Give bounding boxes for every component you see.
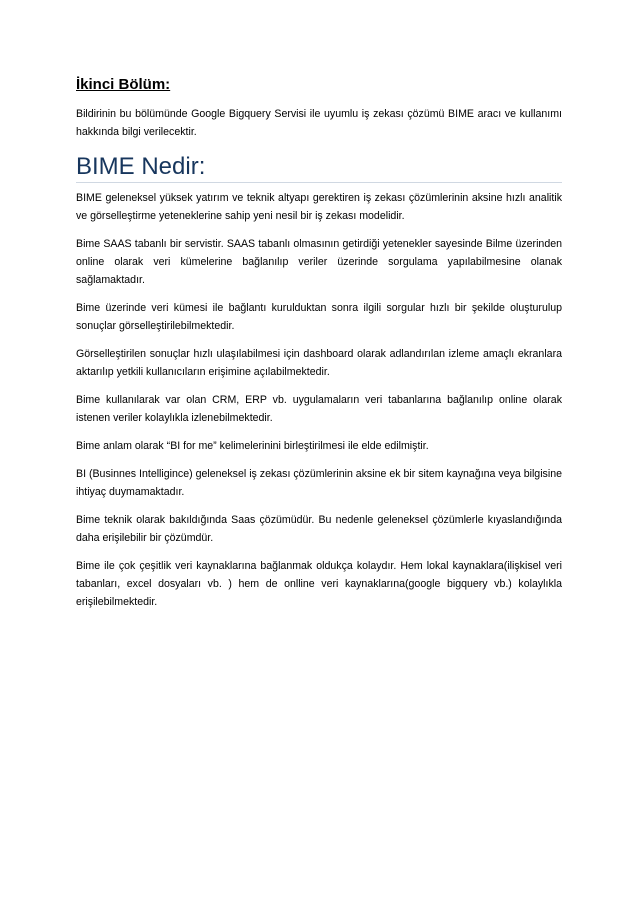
paragraph: Bime üzerinde veri kümesi ile bağlantı kurulduktan sonra ilgili sorgular hızlı bir şekilde oluşturulup sonuçlar görselleştirilebilmektedir. bbox=[76, 302, 562, 332]
paragraph: Bime anlam olarak “BI for me” kelimelerinini birleştirilmesi ile elde edilmiştir. bbox=[76, 440, 429, 452]
paragraph: BI (Businnes Intelligince) geleneksel iş zekası çözümlerinin aksine ek bir sitem kaynağına veya bilgisine ihtiyaç duymamaktadır. bbox=[76, 468, 562, 498]
paragraph: BIME geleneksel yüksek yatırım ve teknik altyapı gerektiren iş zekası çözümlerinin aksine hızlı analitik ve görselleştirme yeteneklerine sahip yeni nesil bir iş zekası modelidir. bbox=[76, 192, 562, 222]
document-body bbox=[76, 76, 562, 621]
paragraph: Bime ile çok çeşitlik veri kaynaklarına bağlanmak oldukça kolaydır. Hem lokal kaynaklara(ilişkisel veri tabanları, excel dosyaları vb. ) hem de onlline veri kaynaklarına(google bigquery vb.) kolaylıkla erişilebilmektedir. bbox=[76, 560, 562, 608]
paragraph: Bime kullanılarak var olan CRM, ERP vb. uygulamaların veri tabanlarına bağlanılıp online olarak istenen veriler kolaylıkla izlenebilmektedir. bbox=[76, 394, 562, 424]
section-title: İkinci Bölüm: bbox=[76, 76, 171, 93]
paragraph: Görselleştirilen sonuçlar hızlı ulaşılabilmesi için dashboard olarak adlandırılan izleme amaçlı ekranlara aktarılıp yetkili kullanıcıların erişimine açılabilmektedir. bbox=[76, 348, 562, 378]
paragraph: Bime SAAS tabanlı bir servistir. SAAS tabanlı olmasının getirdiği yetenekler sayesinde Bilme üzerinden online olarak veri kümelerine bağlanılıp veriler üzerinde sorgulama yapılabilmesine olanak sağlamaktadır. bbox=[76, 238, 562, 286]
intro-paragraph: Bildirinin bu bölümünde Google Bigquery Servisi ile uyumlu iş zekası çözümü BIME aracı ve kullanımı hakkında bilgi verilecektir. bbox=[76, 108, 562, 138]
heading-bime-nedir: BIME Nedir: bbox=[76, 154, 562, 183]
paragraph: Bime teknik olarak bakıldığında Saas çözümüdür. Bu nedenle geleneksel çözümlerle kıyaslandığında daha erişilebilir bir çözümdür. bbox=[76, 514, 562, 544]
